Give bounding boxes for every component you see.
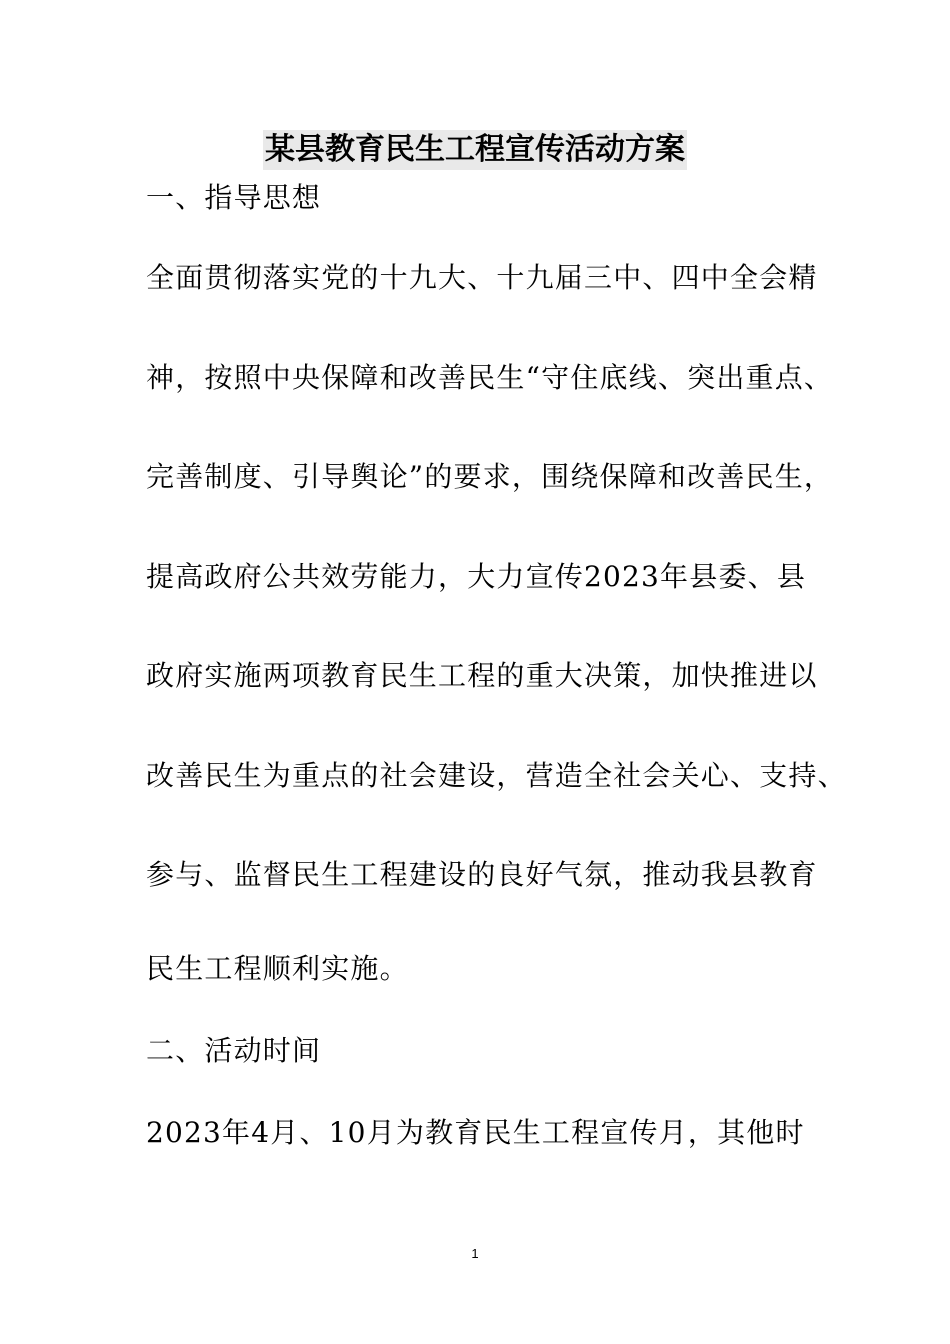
paragraph-line: 全面贯彻落实党的十九大、十九届三中、四中全会精 (146, 261, 818, 294)
paragraph-line: 完善制度、引导舆论”的要求，围绕保障和改善民生， (146, 460, 834, 493)
paragraph-line: 政府实施两项教育民生工程的重大决策，加快推进以 (146, 659, 818, 692)
document-title: 某县教育民生工程宣传活动方案 (263, 130, 687, 170)
paragraph-line: 民生工程顺利实施。 (146, 952, 409, 985)
paragraph-line: 提高政府公共效劳能力，大力宣传2023年县委、县 (146, 560, 807, 593)
page-number: 1 (471, 1246, 479, 1261)
section-heading-guiding-ideology: 一、指导思想 (146, 181, 322, 214)
title-container (0, 130, 950, 170)
section-heading-activity-time: 二、活动时间 (146, 1034, 322, 1067)
paragraph-line: 改善民生为重点的社会建设，营造全社会关心、支持、 (146, 759, 847, 792)
paragraph-line: 神，按照中央保障和改善民生“守住底线、突出重点、 (146, 361, 834, 394)
paragraph-line: 参与、监督民生工程建设的良好气氛，推动我县教育 (146, 858, 818, 891)
paragraph-line: 2023年4月、10月为教育民生工程宣传月，其他时 (146, 1116, 805, 1149)
